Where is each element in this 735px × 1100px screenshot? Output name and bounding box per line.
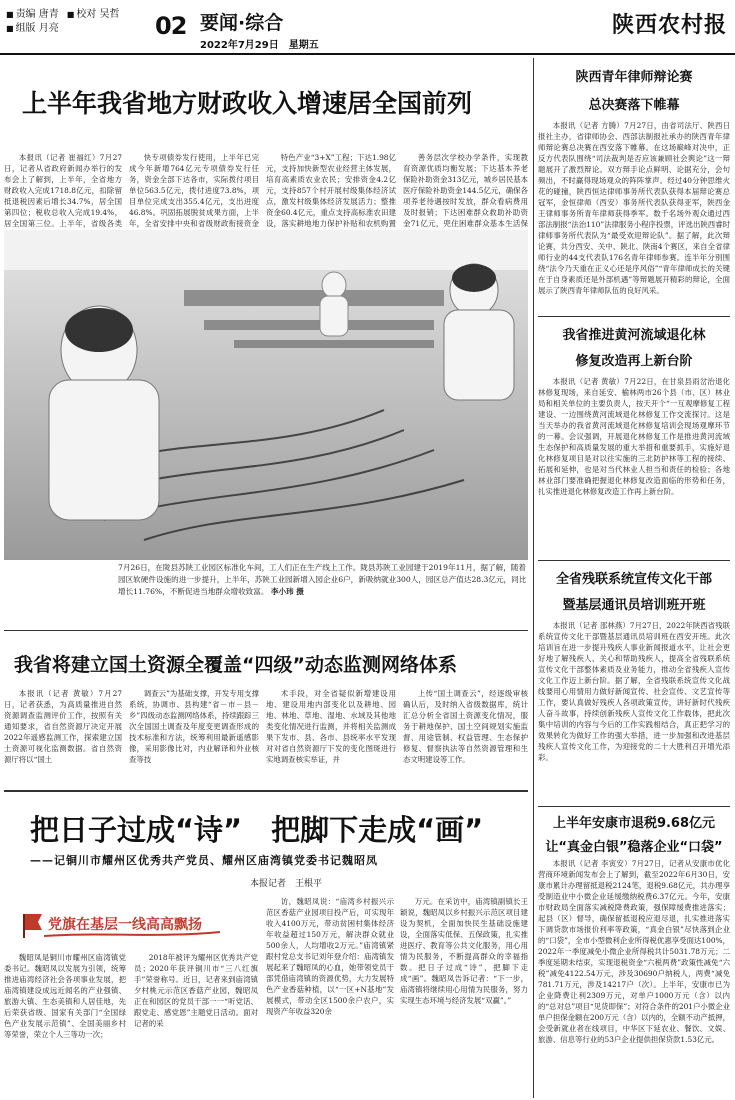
feature-byline: 本报记者 王根平 [250, 879, 323, 889]
s1-body: 本报讯（记者 方腾）7月27日，由省司法厅、陕西日报社主办，省律师协会、西部法制报社承办的陕西青年律师辩论赛总决赛在西安落下帷幕。在这场巅峰对决中，正反方代表队围绕“司法裁判是否应该兼顾社会舆论”这一辩题展开了激烈辩论。双方辩手论点鲜明、论据充分，会句频出，不时赢得现场观众的阵阵掌声。经过40分钟思维火花的碰撞，陕西恒达律师事务所代表队获得本届辩论赛总冠军，金恒律师（西安）事务所代表队获得亚军，陕西金王律师事务所青年律师获得季军。数千名场外观众通过西部法制报“法治110”法律服务小程序投票，评选出陕西睿时律师事务所代表队为“最受欢迎辩论队”。据了解，此次辩论赛，共分西安、关中、陕北、陕南4个赛区，来自全省律师行业的44支代表队176名青年律师参赛。连半年分别围绕“法令乃天重在正义心还是序风俗”“青年律师成长的关键在于自身素质还是外部机遇”等辩题展开精彩的辩论，全面展示了陕西青年律师队伍的良好风采。 [538, 121, 730, 295]
lead-headline: 上半年我省地方财政收入增速居全国前列 [22, 89, 473, 118]
s2-title-line2: 修复改造再上新台阶 [575, 354, 693, 369]
feature-col-3: 访，魏昭凤说：“庙湾乡村振兴示范区香菇产业园项目投产后，可实现年收入4100万元，带动贫困村集体经济年收益超过150万元，解决群众就业500余人，人均增收2万元。”庙湾镇紧跟村党总支书记刘年登介绍：庙湾镇发展起来了魏昭凤的心血，她带领党员干部凭借庙湾镇的资源优势，大力发展特色产业香菇种植，以“一区+N基地”发展模式，带动全区1500余户农户，实现资产年收益320余 [266, 897, 394, 1016]
factory-photo [4, 230, 528, 560]
masthead [0, 0, 735, 52]
mid-col-2: 调查云”为基础支撑，开发专用支撑系统，协调市、县构建“省－市－县－乡”四级动态监测网络体系，持续跟踪三次全国国土调查及年度变更调查形成的技术标准和方法，统筹利用最新遥感影像，采用影像比对，内业解译和外业核查等技 [129, 689, 259, 764]
mid-col-3: 术手段，对全省疑似新增建设用地、建设用地内部变化以及耕地、园地、林地、草地、湿地、水域及其他地类变化情况进行监测，并将相关监测成果下发市、县、各市、县统率水平发现对对省自然资源厅下发的变化图斑进行实地调查核实举证，并 [266, 689, 396, 764]
newspaper-name: 陕西农村报 [611, 12, 727, 38]
credit-editor: ■ 责编 唐青 [6, 8, 59, 22]
photo-caption: 7月26日，在陇县苏陕工业园区标准化车间，工人们正在生产线上工作。陇县苏陕工业园建于2019年11月，据了解，随着园区软硬件设施的进一步提升，上半年，苏陕工业园新增入园企业6户，新吸纳就业300人，园区总产值达28.3亿元，同比增长11.76%，不断促进当地群众增收致富。 李小玮 摄 [118, 563, 527, 596]
masthead-rule [0, 53, 735, 55]
mid-col-1: 本报讯（记者 黄敏）7月27日，记者获悉，为高质量推进自然资源调查监测评价工作，按照有关通知要求，省自然资源厅决定开展2022年遥感监测工作，探索建立国土资源可视化监测数据。省自然资源厅将以“国土 [4, 689, 122, 764]
s2-body: 本报讯（记者 黄敏）7月22日，在甘泉县雨岔治退化林修复现场，来自延安、榆林两市26个县（市、区）林业局和相关单位的主要负责人，按天开个“一互观摩修复工程建设、一边围绕黄河流域退化林修复工作交流探讨。这是当天举办的我省黄河流域退化林修复培训会现场观摩环节的一幕。会议强调，开展退化林修复工作是推进黄河流域生态保护和高质量发展的重大举措和重要抓手，实施好退化林修复项目是对以往实施的三北防护林等工程的接续、拓展和延伸，也是对当代林业人担当和责任的检验；各地林业部门要准确把握退化林修复改造面临的形势和任务，扎实推进退化林修复改造工作再上新台阶。 [538, 377, 730, 496]
s4-rule [538, 806, 730, 807]
editor-credits [6, 8, 120, 36]
section-title: 要闻·综合 [200, 12, 284, 34]
factory-workers-image [4, 230, 528, 560]
mid-headline: 我省将建立国土资源全覆盖“四级”动态监测网络体系 [14, 654, 457, 676]
lead-col-4: 善务层次学校办学条件，实现教育资源优质均衡发展；下达基本养老保险补助资金313亿元，城乡居民基本医疗保险补助资金144.5亿元，确保各项养老待遇按时发放，群众看病费用及时报销；下达困难群众救助补助资金71亿元，兜住困难群众基本生活保 [403, 153, 528, 228]
s4-title-line2: 让“真金白银”稳落企业“口袋” [545, 840, 723, 855]
mid-top-rule [4, 630, 528, 631]
s1-title-line2: 总决赛落下帷幕 [588, 98, 680, 113]
s3-body: 本报讯（记者 邵林燕）7月27日，2022年陕西省残联系统宣传文化干部暨基层通讯员培训班在西安开班。此次培训旨在进一步提升残疾人事业新闻报道水平，让社会更好地了解残疾人、关心和帮助残疾人，提高全省残联系统宣传文化干部整体素质及业务能力，推动全省残疾人宣传文化工作迈上新台阶。据了解，全省残联系统宣传文化战线要用心用情用力做好新闻宣传、社会宣传、文艺宣传等工作，要认真做好残疾人各项政策宣传，讲好新时代残疾人奋斗故事，持续创新残疾人宣传文化工作载体，把此次集中培训的内容与今后的工作实践相结合，真正把学习的效果转化为做好工作的强大举措，进一步加强和改进基层残疾人宣传文化工作，为迎接党的二十大胜利召开增光添彩。 [538, 621, 730, 762]
feature-top-rule [4, 790, 528, 792]
lead-col-2: 快专项债券发行使用，上半年已完成今年新增764亿元专项债券发行任务，资金全部下达各市，实际拨付项目单位563.5亿元，拨付进度73.8%，项目单位完成支出355.4亿元，支出进度46.8%。巩固拓展脱贫成果方面，上半年，全省安排中央和省级财政衔接资金 [129, 153, 259, 228]
s3-rule [538, 560, 730, 561]
s3-title-line2: 暨基层通讯员培训班开班 [562, 598, 706, 613]
feature-headline: 把日子过成“诗” 把脚下走成“画” [30, 813, 484, 847]
feature-col-1: 魏昭凤是铜川市耀州区庙湾镇党委书记。魏昭凤以发展为引领，统筹推进庙湾经济社会各项事业发展，把庙湾镇建设成远近闻名的产业强镇、旅游大镇、生态美镇和人居佳地，先后荣获省级、国家有关部门“全国绿色产业发展示范镇”、全国美丽乡村等荣誉，荣立个人三等功一次； [4, 953, 126, 1039]
banner-title: 党旗在基层一线高高飘扬 [48, 917, 202, 933]
s3-title-line1: 全省残联系统宣传文化干部 [555, 572, 712, 587]
right-column-divider [533, 58, 534, 1098]
s2-title-line1: 我省推进黄河流域退化林 [562, 328, 706, 343]
mid-col-4: 上传“国土调查云”，经逐级审核确认后，及时纳入省级数据库，统计汇总分析全省国土资源变化情况，服务于耕地保护、国土空间规划实施监督、用途管制、权益管理、生态保护修复、督察执法等自然资源管理和生态文明建设等工作。 [403, 689, 528, 764]
credit-proofreader: ■ 校对 吴哲 [67, 8, 120, 22]
s2-rule [538, 316, 730, 317]
feature-subtitle: ——记铜川市耀州区优秀共产党员、耀州区庙湾镇党委书记魏昭凤 [30, 854, 378, 867]
credit-layout: ■ 组版 月亮 [6, 22, 120, 36]
page-number: 02 [155, 12, 187, 40]
feature-col-4: 万元。在采访中，庙湾镇副镇长王颖说，魏昭凤以乡村振兴示范区项目建设为契机，全面加快民生基础设施建设，全面落实低保、五保政策，扎实推进医疗、教育等公共文化服务，用心用情为民服务，不断提高群众的幸福指数。把日子过成“诗”，把脚下走成“画”。魏昭凤告诉记者：“下一步，庙湾镇将继续用心用情为民服务，努力实现生态环境与经济发展“双赢”。” [400, 897, 528, 1005]
lead-col-3: 特色产业“3+X”工程；下达1.98亿元，支持加快新型农业经营主体发展，培育高素质农业农民；安排资金4.2亿元，支持857个村开展村级集体经济试点，激发村级集体经济发展活力；整推资金60.4亿元，重点支持高标准农田建设，落实耕地地力保护补贴和农机购置 [266, 153, 396, 228]
feature-col-2: 2018年被评为耀州区优秀共产党员；2020年获评铜川市“三八红旗手”荣誉称号。近日，记者来到庙湾镇夕村桃元示范区香菇产业园，魏昭凤正在和园区的党员干部一一“听党话、跟党走、感党恩”主题党日活动。面对记者的采 [134, 953, 258, 1028]
photo-credit: 李小玮 摄 [270, 587, 304, 596]
s4-title-line1: 上半年安康市退税9.68亿元 [552, 816, 716, 831]
publication-date: 2022年7月29日 星期五 [200, 40, 319, 51]
lead-col-1: 本报讯（记者 崔福红）7月27日，记者从省政府新闻办举行的发布会上了解到，上半年，全省地方财政收入完成1718.8亿元，扣除留抵退税因素后增长34.7%，居全国第四位；税收总收入完成19.4%，居全国第三位。上半年，省级各类 [4, 153, 122, 228]
party-banner [20, 910, 225, 940]
s1-title-line1: 陕西青年律师辩论赛 [575, 70, 693, 85]
s4-body: 本报讯（记者 李寅安）7月27日，记者从安康市优化营商环境新闻发布会上了解到，截至2022年6月30日，安康市累计办理留抵退税2124笔，退税9.68亿元，共办理享受制造业中小微企业延缓缴纳税费6.37亿元。今年，安康市财政局全面落实减税降费政策，强保障缓费推进落实；起县（区）督导，确保留抵退税应退尽退，扎实推进落实下调贷款市场报价利率等政策，“真金白银”尽快落到企业的“口袋”，全市小型微利企业所得税优惠享受面达100%，2022年一季度减免小微企业所得税共计5031.78万元；二季度延期未结束，实现退税资金“六税两费”政策性减免“六税”减免4122.54万元，涉及30690户纳税人，两费“减免781.71万元，涉及14217户（次）。上半年，安康市已为企业降费让利2309万元，对单户1000万元（含）以内的“总对总”项目“见货即保”；对符合条件的201户小微企业单户担保金额在200万元（含）以内的，全额不动产抵押，会受新就业者在线项目，中华区下延农业、餐饮、文娱、旅游、信息等行业的53户企业提供担保贷款1.53亿元。 [538, 859, 730, 1044]
